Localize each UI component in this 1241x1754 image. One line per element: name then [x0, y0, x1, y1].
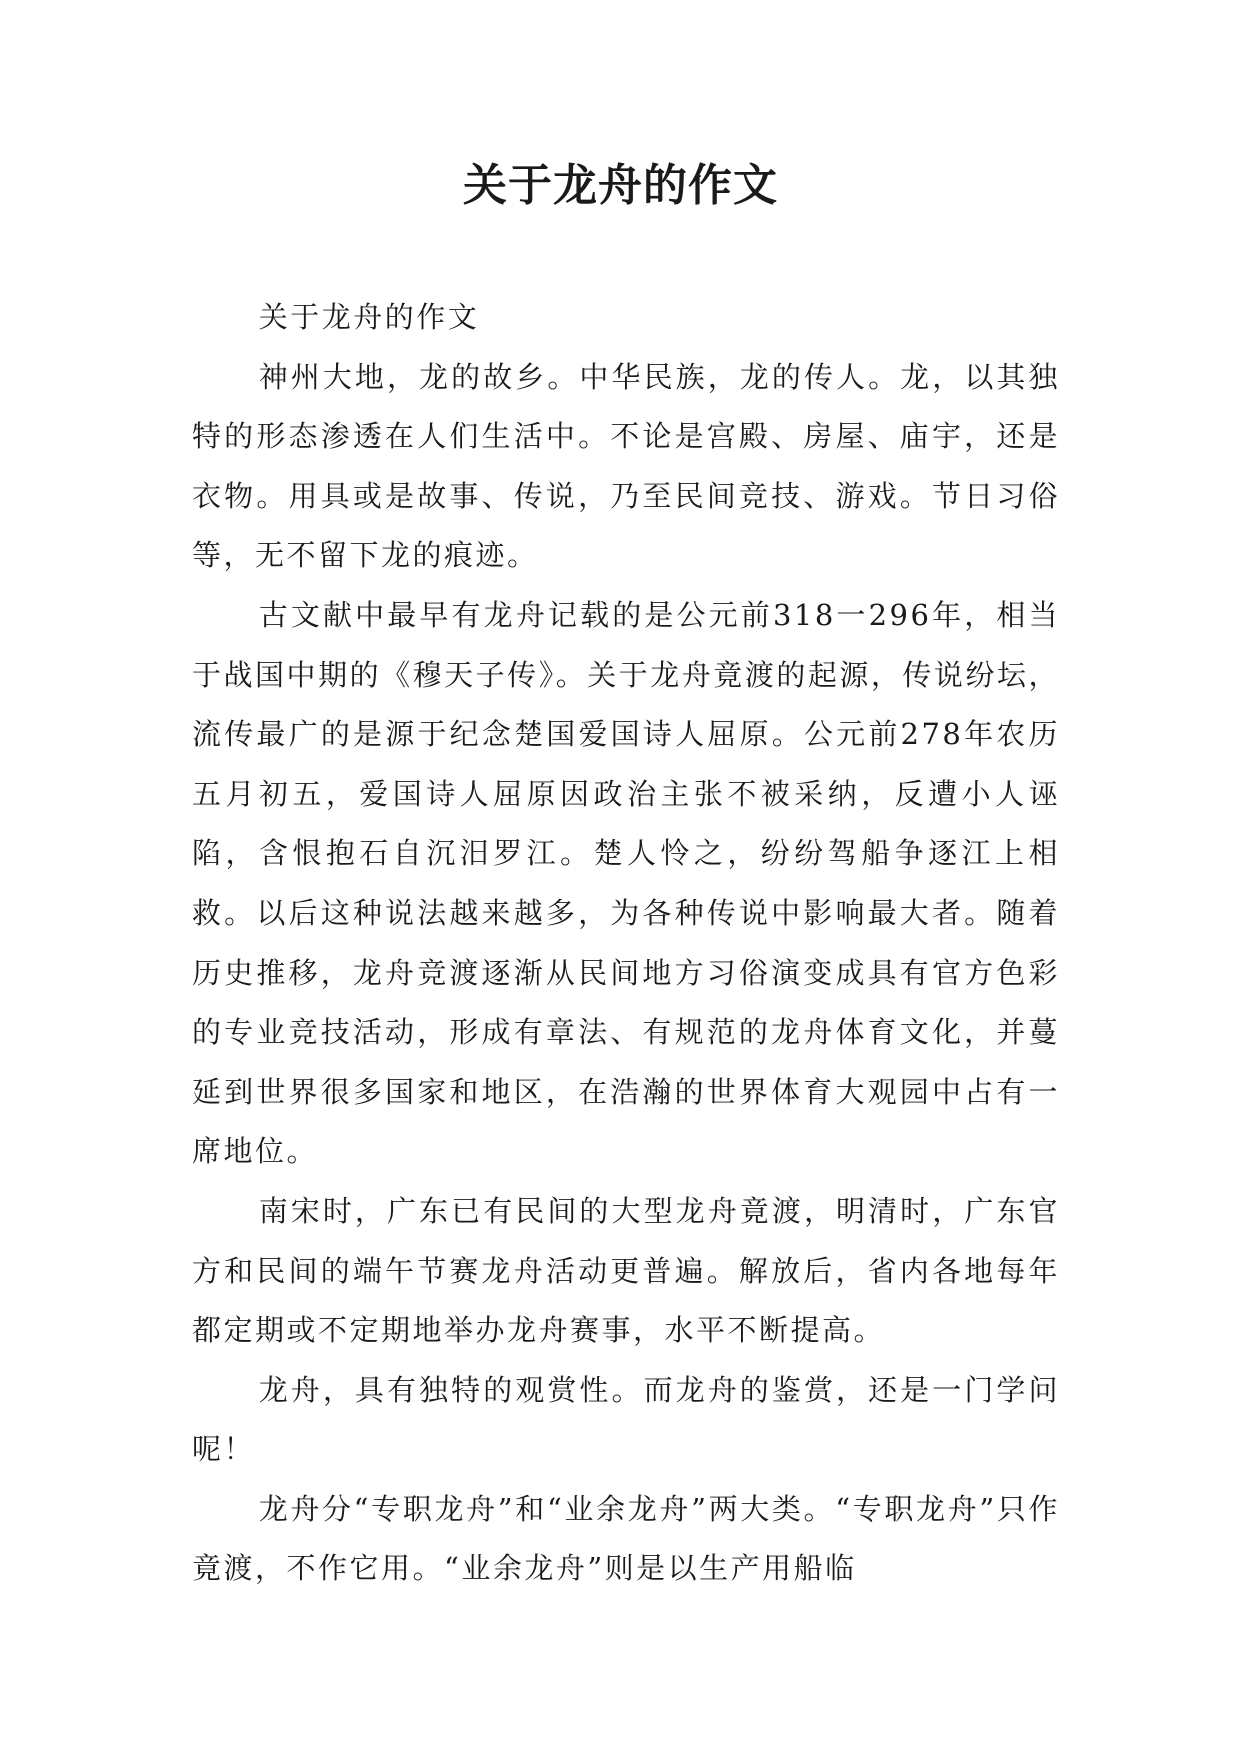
- paragraph-guangdong: 南宋时，广东已有民间的大型龙舟竟渡，明清时，广东官方和民间的端午节赛龙舟活动更普遍。解放后，省内各地每年都定期或不定期地举办龙舟赛事，水平不断提高。: [192, 1193, 1060, 1348]
- paragraph-subtitle: 关于龙舟的作文: [258, 300, 480, 334]
- paragraph-appreciation: 龙舟，具有独特的观赏性。而龙舟的鉴赏，还是一门学问呢！: [192, 1372, 1060, 1467]
- paragraph-intro: 神州大地，龙的故乡。中华民族，龙的传人。龙，以其独特的形态渗透在人们生活中。不论是宫殿、房屋、庙宇，还是衣物。用具或是故事、传说，乃至民间竞技、游戏。节日习俗等，无不留下龙的痕迹。: [192, 359, 1060, 573]
- paragraph-categories: 龙舟分“专职龙舟”和“业余龙舟”两大类。“专职龙舟”只作竟渡，不作它用。“业余龙舟”则是以生产用船临: [192, 1491, 1060, 1586]
- document-title: 关于龙舟的作文: [463, 160, 778, 211]
- document-body: [192, 288, 1060, 1599]
- paragraph-history: 古文献中最早有龙舟记载的是公元前318一296年，相当于战国中期的《穆天子传》。关于龙舟竟渡的起源，传说纷坛，流传最广的是源于纪念楚国爱国诗人屈原。公元前278年农历五月初五，爱国诗人屈原因政治主张不被采纳，反遭小人诬陷，含恨抱石自沉汨罗江。楚人怜之，纷纷驾船争逐江上相救。以后这种说法越来越多，为各种传说中影响最大者。随着历史推移，龙舟竞渡逐渐从民间地方习俗演变成具有官方色彩的专业竞技活动，形成有章法、有规范的龙舟体育文化，并蔓延到世界很多国家和地区，在浩瀚的世界体育大观园中占有一席地位。: [192, 597, 1060, 1169]
